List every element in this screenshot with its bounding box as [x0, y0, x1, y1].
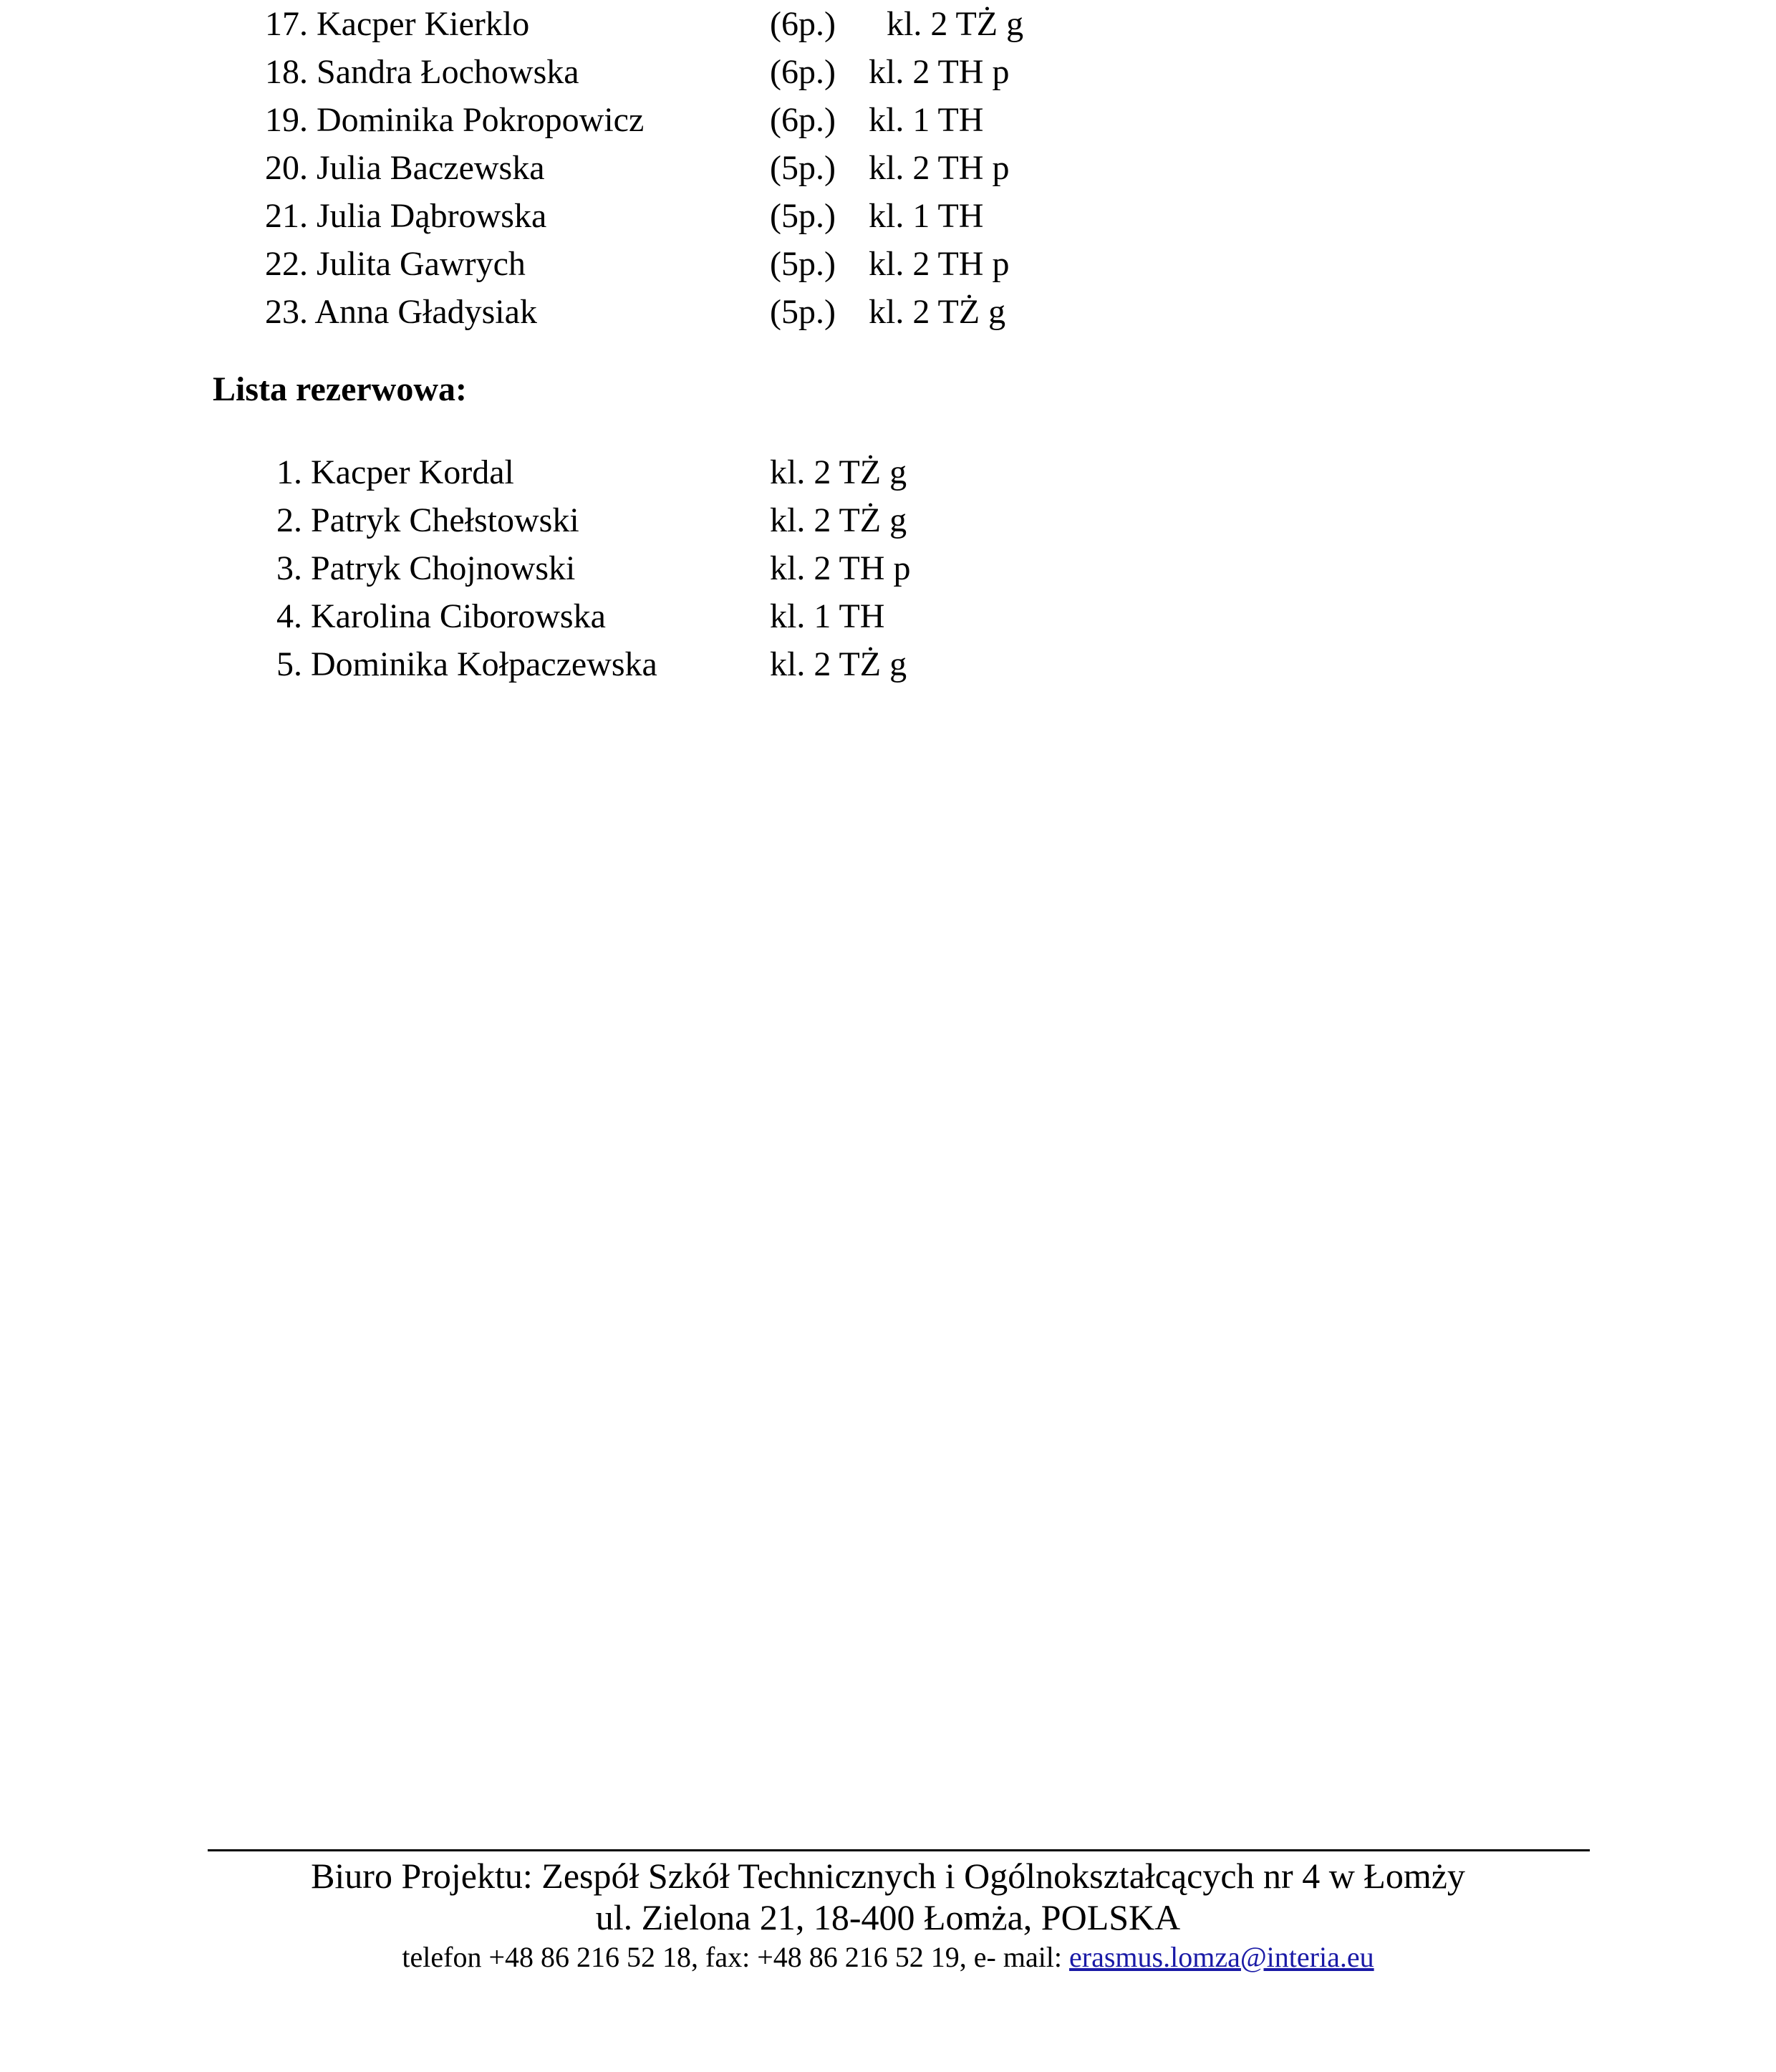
- participant-name: 22. Julita Gawrych: [265, 245, 526, 283]
- reserve-class: kl. 2 TŻ g: [770, 501, 907, 539]
- email-link[interactable]: erasmus.lomza@interia.eu: [1069, 1941, 1374, 1973]
- participant-name: 19. Dominika Pokropowicz: [265, 101, 645, 139]
- list-item: [276, 448, 1279, 496]
- reserve-class: kl. 2 TŻ g: [770, 645, 907, 683]
- list-item: [276, 544, 1279, 592]
- participant-points: (5p.): [770, 149, 836, 187]
- reserve-name: 1. Kacper Kordal: [276, 453, 514, 491]
- participant-class: kl. 1 TH: [869, 101, 984, 139]
- reserve-name: 2. Patryk Chełstowski: [276, 501, 579, 539]
- reserve-list: [276, 448, 1279, 688]
- participant-class: kl. 2 TŻ g: [869, 293, 1006, 331]
- reserve-class: kl. 2 TŻ g: [770, 453, 907, 491]
- list-item: [265, 192, 1482, 240]
- reserve-name: 5. Dominika Kołpaczewska: [276, 645, 657, 683]
- reserve-name: 3. Patryk Chojnowski: [276, 549, 576, 587]
- list-item: [276, 592, 1279, 640]
- list-item: [265, 240, 1482, 288]
- list-item: [265, 48, 1482, 96]
- participant-name: 18. Sandra Łochowska: [265, 53, 579, 91]
- list-item: [265, 0, 1482, 48]
- participant-class: kl. 2 TŻ g: [887, 5, 1024, 43]
- participant-name: 23. Anna Gładysiak: [265, 293, 537, 331]
- participant-class: kl. 2 TH p: [869, 149, 1010, 187]
- reserve-list-heading: Lista rezerwowa:: [213, 370, 467, 408]
- participant-list: [265, 0, 1482, 336]
- participant-class: kl. 1 TH: [869, 197, 984, 235]
- list-item: [265, 288, 1482, 336]
- list-item: [265, 144, 1482, 192]
- participant-class: kl. 2 TH p: [869, 245, 1010, 283]
- footer-office-line: Biuro Projektu: Zespół Szkół Technicznych i Ogólnokształcących nr 4 w Łomży: [311, 1856, 1465, 1896]
- footer-contact-line: [0, 1938, 1776, 1977]
- participant-points: (5p.): [770, 293, 836, 331]
- participant-points: (6p.): [770, 101, 836, 139]
- participant-name: 17. Kacper Kierklo: [265, 5, 530, 43]
- participant-class: kl. 2 TH p: [869, 53, 1010, 91]
- participant-name: 20. Julia Baczewska: [265, 149, 545, 187]
- reserve-class: kl. 1 TH: [770, 597, 885, 635]
- list-item: [276, 496, 1279, 544]
- footer-divider: [208, 1849, 1590, 1851]
- list-item: [276, 640, 1279, 688]
- footer-contact-text: telefon +48 86 216 52 18, fax: +48 86 216 52 19, e- mail:: [402, 1941, 1070, 1973]
- participant-points: (5p.): [770, 245, 836, 283]
- footer: [0, 1855, 1776, 1977]
- reserve-class: kl. 2 TH p: [770, 549, 911, 587]
- participant-name: 21. Julia Dąbrowska: [265, 197, 547, 235]
- list-item: [265, 96, 1482, 144]
- participant-points: (5p.): [770, 197, 836, 235]
- footer-address-line: ul. Zielona 21, 18-400 Łomża, POLSKA: [595, 1897, 1181, 1937]
- participant-points: (6p.): [770, 53, 836, 91]
- reserve-name: 4. Karolina Ciborowska: [276, 597, 606, 635]
- participant-points: (6p.): [770, 5, 836, 43]
